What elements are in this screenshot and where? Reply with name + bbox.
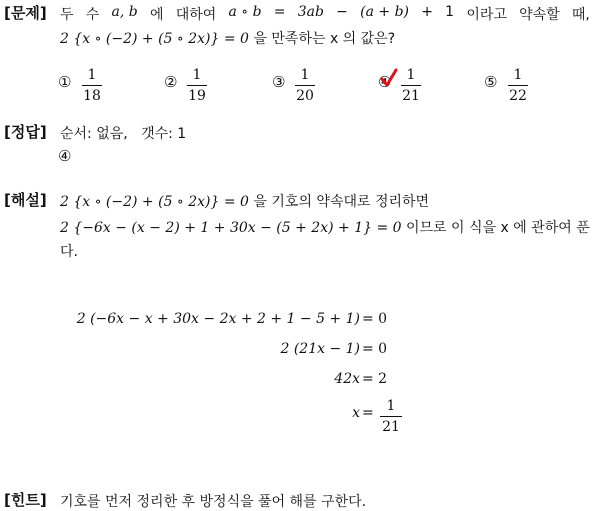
- problem-line2: [60, 28, 395, 48]
- answer-line2: [58, 147, 71, 165]
- choice-3-fraction: [295, 66, 315, 105]
- choice-4-fraction: [401, 66, 421, 105]
- eq1-rhs: = 0: [362, 311, 388, 327]
- answer-mark: ④: [58, 147, 72, 165]
- denominator: 21: [402, 88, 420, 104]
- text: 을 기호의 약속대로 정리하면: [253, 194, 430, 210]
- eq4-lhs: x: [352, 405, 360, 421]
- fraction-bar: [82, 85, 102, 86]
- math: 2 {x ∘ (−2) + (5 ∘ 2x)} = 0: [60, 31, 249, 47]
- math: −: [336, 4, 348, 20]
- word: 때,: [571, 7, 590, 23]
- choice-4[interactable]: [378, 72, 391, 91]
- text: 이므로 이 식을 x 에 관하여 푼: [406, 220, 590, 236]
- word: 이라고: [466, 7, 507, 23]
- checkmark-icon: [380, 68, 398, 88]
- word: 약속할: [519, 7, 560, 23]
- word: 수: [85, 7, 100, 23]
- eq4-fraction: [380, 397, 402, 436]
- choice-mark: ⑤: [484, 73, 498, 91]
- answer-tag: [정답]: [4, 123, 47, 141]
- math: =: [273, 4, 286, 20]
- choice-1[interactable]: [58, 72, 71, 91]
- eq3-lhs: 42x: [334, 371, 360, 387]
- choice-3[interactable]: [272, 72, 285, 91]
- solution-tag: [해설]: [4, 191, 47, 209]
- math: (a + b): [360, 4, 409, 20]
- math: 1: [445, 4, 455, 20]
- hint-tag: [힌트]: [4, 491, 47, 509]
- problem-tag: [문제]: [4, 4, 47, 22]
- solution-line1: [60, 191, 429, 211]
- numerator: 1: [87, 67, 97, 83]
- numerator: 1: [386, 398, 396, 414]
- answer-line1: 순서: 없음, 갯수: 1: [60, 126, 187, 142]
- denominator: 22: [509, 88, 527, 104]
- text: 을 만족하는 x 의 값은?: [253, 31, 396, 47]
- choice-5[interactable]: [484, 72, 497, 91]
- eq3-rhs: = 2: [362, 371, 388, 387]
- fraction-bar: [380, 416, 402, 417]
- denominator: 18: [83, 88, 101, 104]
- numerator: 1: [192, 67, 202, 83]
- hint-text: 기호를 먼저 정리한 후 방정식을 풀어 해를 구한다.: [60, 494, 367, 510]
- numerator: 1: [300, 67, 310, 83]
- math: +: [421, 4, 433, 20]
- choice-mark: ②: [164, 73, 178, 91]
- word: 두: [60, 7, 74, 23]
- math: 2 {−6x − (x − 2) + 1 + 30x − (5 + 2x) + 1} = 0: [60, 220, 402, 236]
- choices: [58, 66, 588, 110]
- fraction-bar: [295, 85, 315, 86]
- math: a ∘ b: [228, 4, 262, 20]
- choice-1-fraction: [82, 66, 102, 105]
- numerator: 1: [406, 67, 416, 83]
- choice-mark: ①: [58, 73, 72, 91]
- problem-line1: [60, 4, 590, 24]
- choice-mark: ④: [378, 73, 392, 91]
- choice-2[interactable]: [164, 72, 177, 91]
- denominator: 20: [296, 88, 314, 104]
- solution-line2: [60, 217, 590, 237]
- eq2-lhs: 2 (21x − 1): [280, 341, 360, 357]
- choice-2-fraction: [187, 66, 207, 105]
- solution-line3: 다.: [60, 244, 78, 260]
- denominator: 21: [382, 419, 400, 435]
- choice-mark: ③: [272, 73, 286, 91]
- word: 대하여: [175, 7, 217, 23]
- math: 2 {x ∘ (−2) + (5 ∘ 2x)} = 0: [60, 194, 249, 210]
- numerator: 1: [513, 67, 523, 83]
- choice-5-fraction: [508, 66, 528, 105]
- eq1-lhs: 2 (−6x − x + 30x − 2x + 2 + 1 − 5 + 1): [76, 311, 360, 327]
- fraction-bar: [508, 85, 528, 86]
- word: 에: [149, 7, 164, 23]
- denominator: 19: [188, 88, 206, 104]
- fraction-bar: [401, 85, 421, 86]
- fraction-bar: [187, 85, 207, 86]
- math: 3ab: [297, 4, 324, 20]
- eq4-equals: =: [362, 405, 374, 421]
- eq2-rhs: = 0: [362, 341, 388, 357]
- math: a, b: [111, 4, 138, 20]
